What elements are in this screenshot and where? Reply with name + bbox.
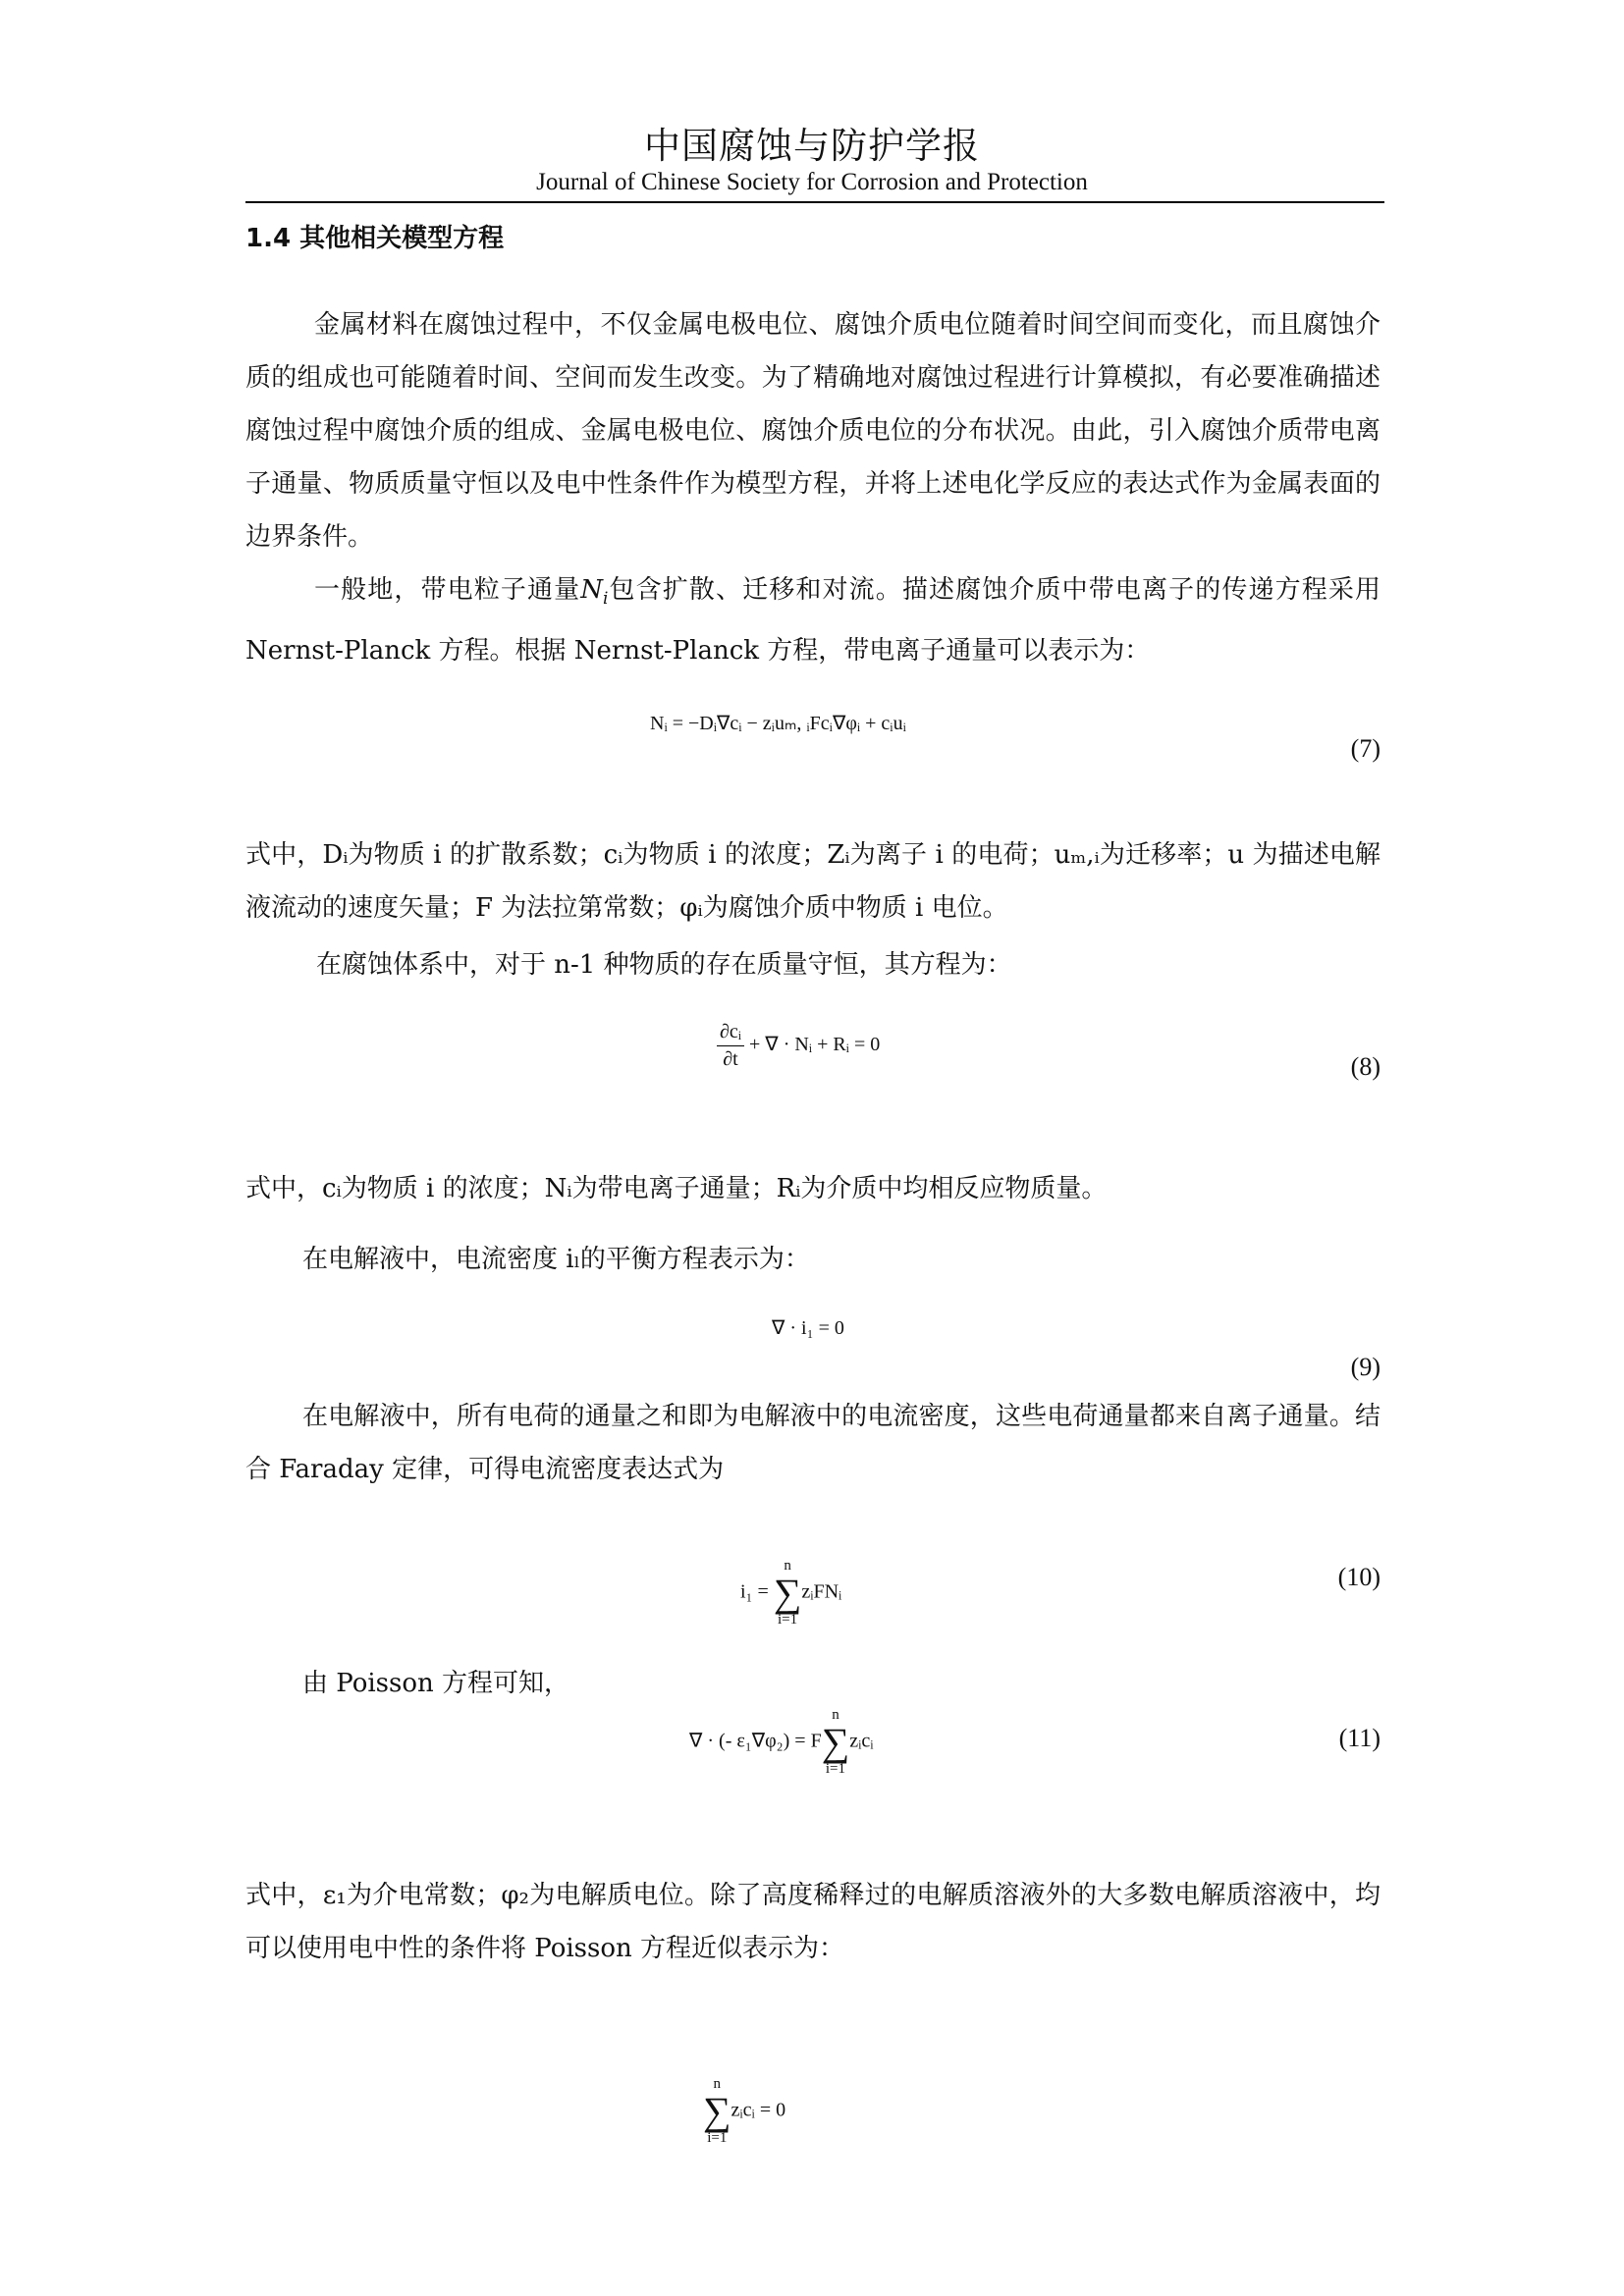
journal-title-cn: 中国腐蚀与防护学报 xyxy=(644,125,980,167)
flux-symbol-sub: i xyxy=(602,588,609,609)
equation-number-11: (11) xyxy=(1338,1724,1380,1752)
equation-number-7: (7) xyxy=(1350,734,1380,763)
summation-12 xyxy=(703,2077,731,2146)
paragraph-nernst-planck xyxy=(245,563,1380,677)
paragraph-nernst-planck-b: 包含扩散、迁移和对流。描述腐蚀介质中带电离子的传递方程采用 Nernst-Planck 方程。根据 Nernst-Planck 方程，带电离子通量可以表示为： xyxy=(245,575,1380,667)
equation-11-lhs: ∇ · (- ε₁∇φ₂) = F xyxy=(689,1730,822,1752)
equation-11 xyxy=(689,1708,874,1777)
flux-symbol: N xyxy=(580,575,603,605)
equation-8 xyxy=(717,1021,880,1071)
paragraph-poisson: 由 Poisson 方程可知， xyxy=(302,1669,570,1698)
summation-12-lower: i=1 xyxy=(707,2130,728,2146)
paragraph-faraday: 在电解液中，所有电荷的通量之和即为电解液中的电流密度，这些电荷通量都来自离子通量。结合 Faraday 定律，可得电流密度表达式为 xyxy=(245,1402,1380,1484)
equation-10-body: zᵢFNᵢ xyxy=(801,1580,842,1603)
summation-11-upper: n xyxy=(832,1707,839,1723)
summation-10-lower: i=1 xyxy=(778,1612,798,1628)
paragraph-eq8-symbols: 式中，cᵢ为物质 i 的浓度；Nᵢ为带电离子通量；Rᵢ为介质中均相反应物质量。 xyxy=(245,1174,1108,1203)
summation-10-upper: n xyxy=(784,1558,791,1574)
paragraph-mass-conservation: 在腐蚀体系中，对于 n-1 种物质的存在质量守恒，其方程为： xyxy=(316,950,1012,980)
summation-12-sigma: ∑ xyxy=(703,2089,731,2133)
section-title: 1.4 其他相关模型方程 xyxy=(245,224,505,253)
equation-number-8: (8) xyxy=(1350,1052,1380,1081)
equation-number-9: (9) xyxy=(1350,1353,1380,1381)
header-rule xyxy=(245,201,1384,203)
summation-11 xyxy=(822,1708,850,1777)
equation-8-rest: + ∇ · Nᵢ + Rᵢ = 0 xyxy=(749,1034,881,1056)
paragraph-electroneutrality: 式中，ε₁为介电常数；φ₂为电解质电位。除了高度稀释过的电解质溶液外的大多数电解质溶液中，均可以使用电中性的条件将 Poisson 方程近似表示为： xyxy=(245,1881,1380,1963)
equation-number-10: (10) xyxy=(1337,1563,1380,1591)
paragraph-nernst-planck-a: 一般地，带电粒子通量 xyxy=(314,575,581,605)
equation-8-fraction xyxy=(717,1021,744,1071)
equation-11-body: zᵢcᵢ xyxy=(849,1730,874,1752)
equation-12-body: zᵢcᵢ = 0 xyxy=(731,2099,786,2121)
summation-12-upper: n xyxy=(713,2076,721,2092)
journal-title-en: Journal of Chinese Society for Corrosion and Protection xyxy=(536,169,1088,195)
paragraph-current-balance: 在电解液中，电流密度 iₗ的平衡方程表示为： xyxy=(302,1245,810,1274)
equation-7: Nᵢ = −Dᵢ∇cᵢ − zᵢuₘ, ᵢFcᵢ∇φᵢ + cᵢuᵢ xyxy=(650,713,906,734)
equation-9: ∇ · i₁ = 0 xyxy=(772,1317,844,1339)
equation-10-lhs: i₁ = xyxy=(740,1580,774,1603)
equation-8-denominator: ∂t xyxy=(723,1048,738,1070)
equation-8-numerator: ∂cᵢ xyxy=(717,1021,744,1046)
summation-11-lower: i=1 xyxy=(825,1761,846,1777)
summation-10-sigma: ∑ xyxy=(773,1571,802,1615)
equation-10 xyxy=(740,1559,841,1628)
equation-12 xyxy=(703,2077,785,2146)
paragraph-intro: 金属材料在腐蚀过程中，不仅金属电极电位、腐蚀介质电位随着时间空间而变化，而且腐蚀介质的组成也可能随着时间、空间而发生改变。为了精确地对腐蚀过程进行计算模拟，有必要准确描述腐蚀过程中腐蚀介质的组成、金属电极电位、腐蚀介质电位的分布状况。由此，引入腐蚀介质带电离子通量、物质质量守恒以及电中性条件作为模型方程，并将上述电化学反应的表达式作为金属表面的边界条件。 xyxy=(245,310,1380,552)
summation-11-sigma: ∑ xyxy=(821,1720,850,1764)
paragraph-eq7-symbols: 式中，Dᵢ为物质 i 的扩散系数；cᵢ为物质 i 的浓度；Zᵢ为离子 i 的电荷；uₘ,ᵢ为迁移率；u 为描述电解液流动的速度矢量；F 为法拉第常数；φᵢ为腐蚀介质中物质 i 电位。 xyxy=(245,840,1380,923)
summation-10 xyxy=(774,1559,802,1628)
